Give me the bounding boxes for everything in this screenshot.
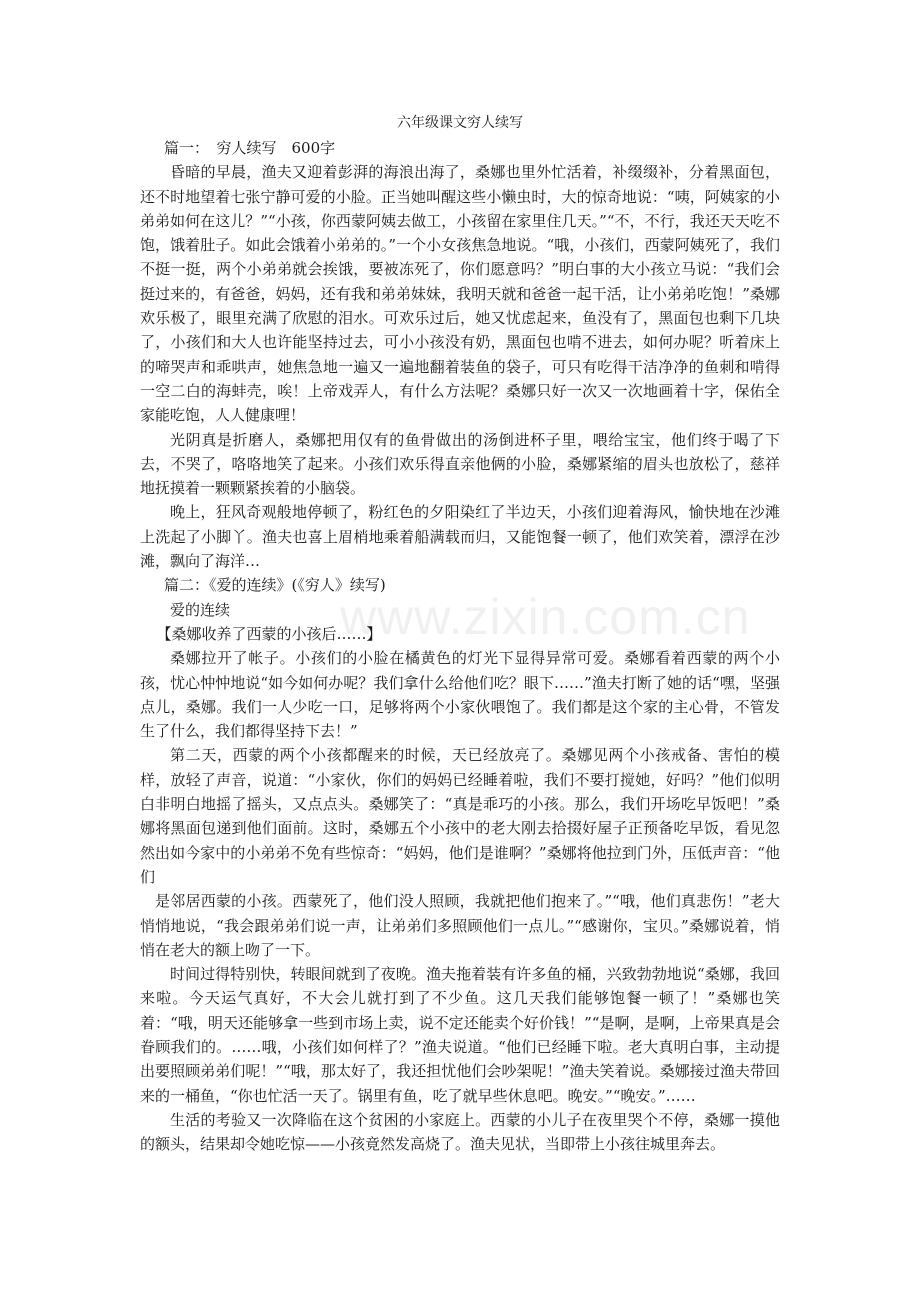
paragraph: 光阴真是折磨人，桑娜把用仅有的鱼骨做出的汤倒进杯子里，喂给宝宝，他们终于喝了下去，不哭了，咯咯地笑了起来。小孩们欢乐得直亲他俩的小脸，桑娜紧缩的眉头也放松了，慈祥地抚摸着一颗颗紧挨着的小脑袋。 — [140, 430, 780, 498]
story-prompt: 【桑娜收养了西蒙的小孩后……】 — [156, 624, 382, 643]
paragraph: 是邻居西蒙的小孩。西蒙死了，他们没人照顾，我就把他们抱来了。”“哦，他们真悲伤！”老大悄悄地说，“我会跟弟弟们说一声，让弟弟们多照顾他们一点儿。”“感谢你，宝贝。”桑娜说着，悄悄在老大的额上吻了一下。 — [140, 892, 780, 959]
section-heading-2: 篇二：《爱的连续》(《穷人》续写) — [164, 576, 386, 595]
watermark: www.zixin.com.cn — [340, 589, 751, 645]
paragraph: 第二天，西蒙的两个小孩都醒来的时候，天已经放亮了。桑娜见两个小孩戒备、害怕的模样，放轻了声音，说道：“小家伙，你们的妈妈已经睡着啦，我们不要打搅她，好吗？”他们似明白非明白地摇了摇头，又点点头。桑娜笑了：“真是乖巧的小孩。那么，我们开场吃早饭吧！”桑娜将黑面包递到他们面前。这时，桑娜五个小孩中的老大刚去拾掇好屋子正预备吃早饭，看见忽然出如今家中的小弟弟不免有些惊奇：“妈妈，他们是谁啊？”桑娜将他拉到门外，压低声音：“他们 — [140, 746, 780, 886]
paragraph: 时间过得特别快，转眼间就到了夜晚。渔夫拖着装有许多鱼的桶，兴致勃勃地说“桑娜，我回来啦。今天运气真好，不大会儿就打到了不少鱼。这几天我们能够饱餐一顿了！”桑娜也笑着：“哦，明天还能够拿一些到市场上卖，说不定还能卖个好价钱！”“是啊，是啊，上帝果真是会眷顾我们的。……哦，小孩们如何样了？”渔夫说道。“他们已经睡下啦。老大真明白事，主动提出要照顾弟弟们呢！”“哦，那太好了，我还担忧他们会吵架呢！”渔夫笑着说。桑娜接过渔夫带回来的一桶鱼，“你也忙活一天了。锅里有鱼，吃了就早些休息吧。晚安。”“晚安。”…… — [140, 965, 780, 1105]
paragraph: 桑娜拉开了帐子。小孩们的小脸在橘黄色的灯光下显得异常可爱。桑娜看着西蒙的两个小孩，忧心忡忡地说“如今如何办呢？我们拿什么给他们吃？眼下……”渔夫打断了她的话“嘿，坚强点儿，桑娜。我们一人少吃一口，足够将两个小家伙喂饱了。我们都是这个家的主心骨，不管发生了什么，我们都得坚持下去！” — [140, 649, 780, 741]
document-page — [140, 112, 780, 1156]
paragraph: 生活的考验又一次降临在这个贫困的小家庭上。西蒙的小儿子在夜里哭个不停，桑娜一摸他的额头，结果却令她吃惊——小孩竟然发高烧了。渔夫见状，当即带上小孩往城里奔去。 — [140, 1110, 780, 1154]
story-title: 爱的连续 — [170, 600, 231, 619]
section-heading-1: 篇一： 穷人续写 600字 — [164, 139, 336, 157]
paragraph: 晚上，狂风奇观般地停顿了，粉红色的夕阳染红了半边天，小孩们迎着海风，愉快地在沙滩上洗起了小脚丫。渔夫也喜上眉梢地乘着船满载而归，又能饱餐一顿了，他们欢笑着，漂浮在沙滩，飘向了海洋… — [140, 503, 780, 571]
page-title: 六年级课文穷人续写 — [397, 115, 523, 131]
paragraph: 昏暗的早晨，渔夫又迎着彭湃的海浪出海了，桑娜也里外忙活着，补缀缀补，分着黑面包，还不时地望着七张宁静可爱的小脸。正当她叫醒这些小懒虫时，大的惊奇地说：“咦，阿姨家的小弟弟如何在这儿？”“小孩，你西蒙阿姨去做工，小孩留在家里住几天。”“不，不行，我还天天吃不饱，饿着肚子。如此会饿着小弟弟的。”一个小女孩焦急地说。“哦，小孩们，西蒙阿姨死了，我们不挺一挺，两个小弟弟就会挨饿，要被冻死了，你们愿意吗？”明白事的大小孩立马说：“我们会挺过来的，有爸爸，妈妈，还有我和弟弟妹妹，我明天就和爸爸一起干活，让小弟弟吃饱！”桑娜欢乐极了，眼里充满了欣慰的泪水。可欢乐过后，她又忧虑起来，鱼没有了，黑面包也剩下几块了，小孩们和大人也许能坚持过去，可小小孩没有奶，黑面包也啃不进去，如何办呢？听着床上的啼哭声和乖哄声，她焦急地一遍又一遍地翻着装鱼的袋子，可只有吃得干洁净净的鱼刺和啃得一空二白的海蚌壳，唉！上帝戏弄人，有什么方法呢？桑娜只好一次又一次地画着十字，保佑全家能吃饱，人人健康哩！ — [140, 163, 780, 425]
